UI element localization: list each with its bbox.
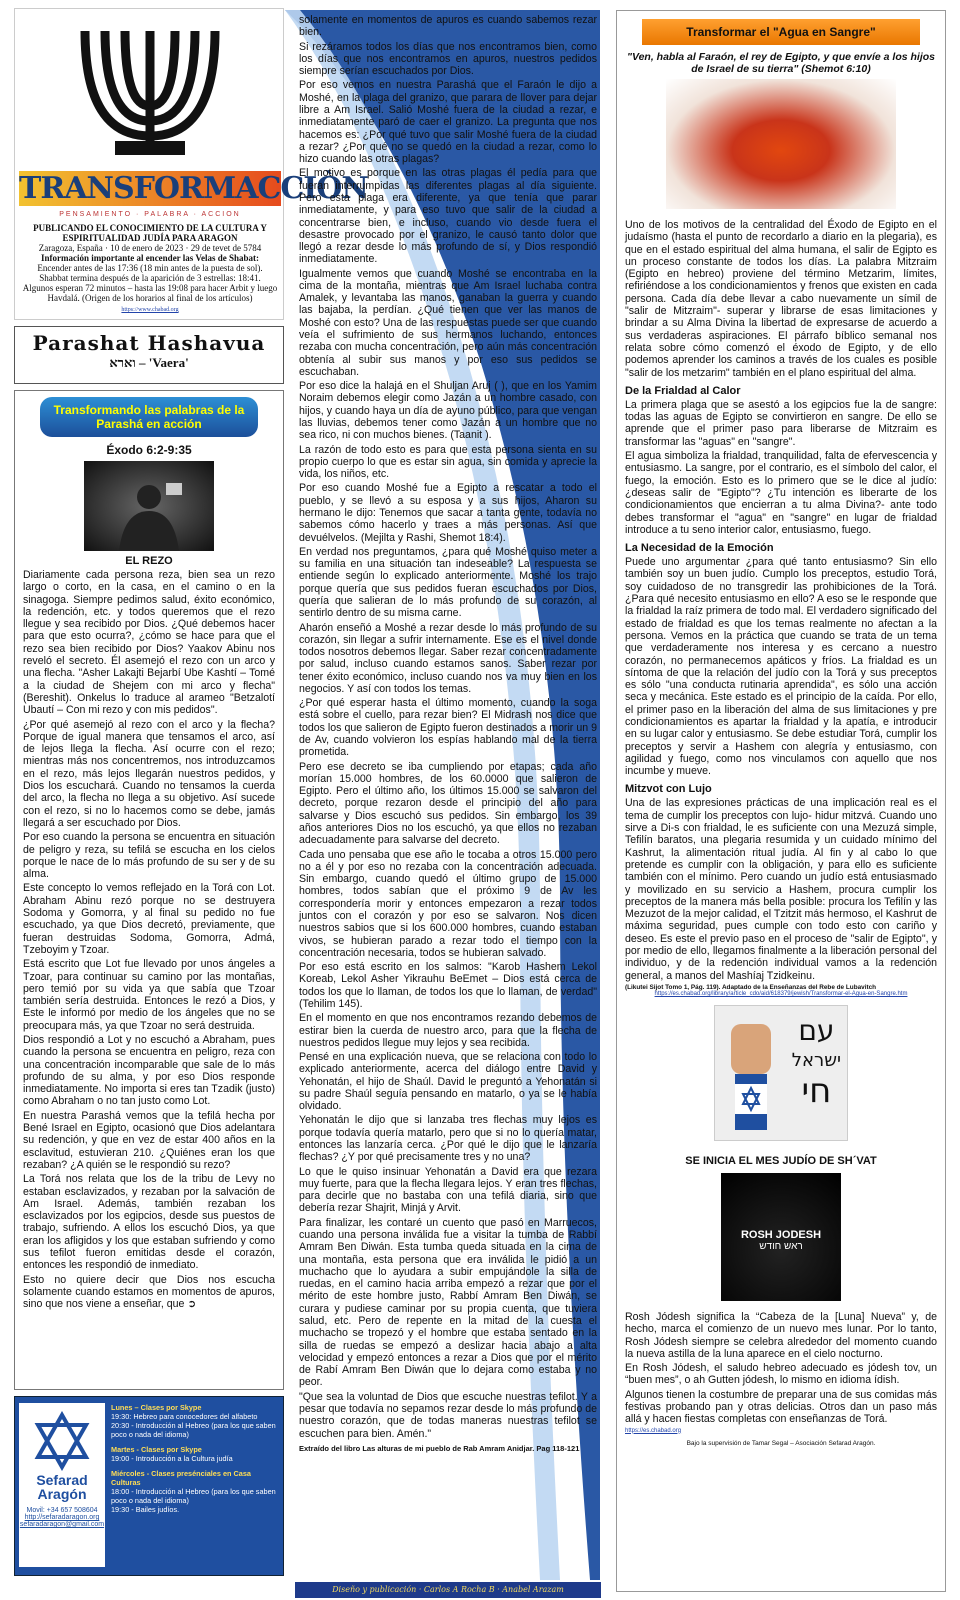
middle-paragraph: solamente en momentos de apuros es cuando sabemos rezar bien. [299,14,597,39]
date-line: Zaragoza, España · 10 de enero de 2023 · 29 de tevet de 5784 [38,243,262,253]
section-heading: Mitzvot con Lujo [625,783,712,796]
middle-paragraph: Lo que le quiso insinuar Yehonatán a David era que rezara muy fuerte, para que la flecha llegara lejos. Y eran tres flechas, para decirle que no bastaba con una tefilá diaria, sino que debería rezar Shajrit, Minjá y Arvit. [299,1165,597,1215]
am-israel-chai-text [791,1013,841,1111]
right-banner: Transformar el "Agua en Sangre" [642,19,920,45]
publishing-line: PUBLICANDO EL CONOCIMIENTO DE LA CULTURA Y ESPIRITUALIDAD JUDÍA PARA ARAGON [33,223,267,243]
left-paragraph: La Torá nos relata que los de la tribu de Levy no estaban esclavizados, y rezaban por la salvación de Am Israel. Además, también rezaban los esclavizados por los egipcios, desde sus puestos de trabajo, sufriendo. A ellos los escuchó Dios, ya que eran los afligidos y los que estaban sufriendo y como sus tefilot fueron emitidas desde el corazón, entonces les respondió de inmediato. [23,1173,275,1272]
hebrew-chai: חי [801,1070,832,1111]
middle-column [295,10,601,1580]
rosh-jodesh-hebrew: ראש חודש [759,1240,803,1252]
sefarad-email[interactable]: sefaradaragon@gmail.com [19,1521,105,1528]
rosh-jodesh-image [721,1173,841,1301]
raised-fist-icon [721,1014,781,1134]
left-paragraph: Este concepto lo vemos reflejado en la Torá con Lot. Abraham Abinu rezó porque no se destruyera Sodoma y Gomorra, y al final su pedido no fue escuchado, ya que Dios decretó, previamente, que fueran destruidas Sodoma, Gomorra, Admá, Tzeboyim y Tzoar. [23,882,275,956]
left-paragraph: Por eso cuando la persona se encuentra en situación de peligro y reza, su tefilá se escucha en los cielos porque le nace de lo más profundo de su ser y de su alma. [23,831,275,881]
left-paragraph: Diariamente cada persona reza, bien sea un rezo largo o corto, en la casa, en el camino o en la sinagoga. Siempre pedimos salud, éxito económico, la redención, etc. y todos queremos que el rezo llegue y sea recibido por Dios. ¿Qué debemos hacer para que esto ocurra?, ¿cómo se hace para que el rezo sea bien recibido por Dios? Yaakov Abinu nos reveló el secreto. Él asemejó el rezo con un arco y una flecha. "Asher Lakajti Bejarbí Ube Kashtí – Tomé a la ciudad de Shejem con mi arco y flecha" (Bereshit). Onkelus lo traduce al arameo "Betzalotí Ubautí – Con mi rezo y con mis pedidos". [23,569,275,717]
middle-paragraph: En el momento en que nos encontramos rezando debemos de estirar bien la cuerda de nuestro arco, para que la flecha de nuestros pedidos llegue muy lejos y sea recibida. [299,1012,597,1049]
middle-paragraph: Por eso está escrito en los salmos: "Karob Hashem Lekol Koreab, Lekol Asher Yikrauhu BeEmet – Dios está cerca de todos los que lo llaman, de todos los que lo llaman, de verdad" (Tehilim 145). [299,961,597,1010]
middle-paragraph: En verdad nos preguntamos, ¿para qué Moshé quiso meter a su familia en una situación tan indeseable? La respuesta se entiende según lo explicado anteriormente. Moshé los trajo porque quería que sus pedidos fueran escuchados por Dios, quería que salieran de lo más profundo de su corazón, al sentirlo dentro de su misma carne. [299,545,597,620]
rosh-paragraph: Rosh Jódesh significa la “Cabeza de la [Luna] Nueva” y, de hecho, marca el comienzo de un nuevo mes lunar. Por lo tanto, Rosh Jódesh siempre se celebra alrededor del momento cuando la nueva astilla de la luna aparece en el cielo nocturno. [625,1310,937,1360]
middle-paragraph: Igualmente vemos que cuando Moshé se encontraba en la cima de la montaña, mientras que Am Israel luchaba contra Amalek, y levantaba las manos, ganaban la guerra y cuando las bajaba, la perdían. ¿Qué tienen que ver las manos de Moshé con esto? Una de las respuestas puede ser que cuando veía el sufrimiento de sus hermanos luchando, entonces rezaba con mucha concentración, pero aún más concentración obtenía al subir sus manos y por eso sus pedidos se escuchaban. [299,267,597,378]
schedule-item: 18:00 - Introducción al Hebreo (para los que saben poco o nada del idioma) [111,1487,276,1505]
schedule-day: Lunes – Clases por Skype [111,1403,202,1412]
tagline: PENSAMIENTO · PALABRA · ACCION [59,211,241,218]
right-paragraph: El agua simboliza la frialdad, tranquilidad, falta de efervescencia y entusiasmo. La sangre, por el contrario, es el símbolo del calor, el fuego, la emoción. Esto es lo primero que se le dice al judío: ¿deseas salir de "Egipto"? ¿Tu intención es liberarte de los condicionamientos que encierran a tu alma Divina?- ante todo debes transformar el "agua" en "sangre" en lugar de frialdad introduce a tu seno interior calor, entusiasmo, fuego. [625,450,937,536]
sefarad-aragon-box [14,1396,284,1576]
left-paragraph: Está escrito que Lot fue llevado por unos ángeles a Tzoar, para continuar su camino por las montañas, pero temió por su vida ya que sabía que Tzoar también sería destruida. Entonces le rezó a Dios, y Este le informó por medio de los ángeles que no se preocupara más, ya que Tzoar no será destruida. [23,958,275,1032]
sefarad-logo [19,1403,105,1567]
middle-paragraph: Cada uno pensaba que ese año le tocaba a otros 15.000 pero no a él y por eso no rezaba con la concentración adecuada. Sin embargo, cuando quedó el último grupo de 15.000 hombres, todos sabían que el próximo 9 de Av les correspondería morir y entonces empezaron a rezar todos juntos con el corazón y por eso se salvaron. Nos dicen nuestros sabios que si los 600.000 hombres, cuando estaban vivos, se hubieran parado a rezar todo el tiempo con la concentración necesaria, todos se hubieran salvado. [299,848,597,959]
left-paragraph: En nuestra Parashá vemos que la tefilá hecha por Bené Israel en Egipto, ocasionó que Dios adelantara su redención, y que en vez de estar 400 años en la esclavitud, estuvieran 210. ¿Quiénes eran los que rezaban? ¿A quién se le respondió su rezo? [23,1109,275,1171]
middle-paragraph: Pensé en una explicación nueva, que se relaciona con todo lo explicado anteriormente, acerca del diálogo entre David y Yehonatán, el hijo de Shaúl. David le preguntó a Yehonatán si su padre Shaúl seguía pensando en matarlo, o ya se le había olvidado. [299,1051,597,1113]
star-of-david-icon [32,1411,92,1471]
rosh-paragraph: En Rosh Jódesh, el saludo hebreo adecuado es jódesh tov, un “buen mes”, o ah Gutten jódesh, lo mismo en idioma ídish. [625,1362,937,1387]
middle-paragraph: Por eso dice la halajá en el Shuljan Aruj ( ), que en los Yamim Noraim debemos elegir como Jazán a un hombre casado, con hijos, y cuando haya un día de ayuno público, para que vengan las lluvias, debemos tener como Jazán a un hombre que no sea rico, ni con muchos bienes. (Taanit ). [299,380,597,442]
rosh-paragraph: Algunos tienen la costumbre de preparar una de sus comidas más festivas probando pan y otras delicias. Otros dan un paso más allá y hacen fiestas completas con enseñanzas de Torá. [625,1388,937,1426]
middle-paragraph: Por eso cuando Moshé fue a Egipto a rescatar a todo el pueblo, y se llevó a su esposa y a sus hijos, Aharon su hermano le dijo: Tenemos que sacar a tanta gente, todavía no sabemos cómo hacerlo y traes a más personas. Así que devuélvelos. (Mejilta y Rashi, Shemot 18:4). [299,482,597,544]
middle-paragraph: Para finalizar, les contaré un cuento que pasó en Marruecos, cuando una persona inválida fue a visitar la tumba de Rabbí Amram Ben Diwán. Esta tumba queda situada en la cima de una montaña, esta persona que era inválida le pidió a un muchacho que lo ayudara a subir empujándole la silla de ruedas, en el camino hacia arriba empezó a rezar que por el mérito de este hombre justo, Rabbí Amram Ben Diwán, se curara y pudiese caminar por su propia cuenta, que tuviera salud, etc. Pero de repente en la mitad de la cuesta el muchacho se tropezó y el hombre que estaba sentado en la silla de ruedas se empezó a deslizar hacia abajo a alta velocidad y empezó entonces a rezar a Dios que por el mérito de Rabí Amram Ben Diwán que lo dejara como estaba y no peor. [299,1216,597,1389]
schedule-day: Martes - Clases por Skype [111,1445,202,1454]
design-footer: Diseño y publicación · Carlos A Rocha B · Anabel Arazam [295,1582,601,1598]
right-paragraph: Una de las expresiones prácticas de una implicación real es el tema de cumplir los preceptos con lujo- hidur mitzvá. Cuando uno sirve a Di-s con frialdad, le es suficiente con una Mezuzá simple, Tefilín baratos, una plegaria resumida y un cuidado mínimo del Kashrut, la alimentación ritual judía. Al fin y al cabo lo que pretende es cumplir con la obligación, y para ello es suficiente también con el mínimo. Pero cuando un judío está entusiasmado y movilizado en su servicio a Hashem, procura cumplir los preceptos de la manera más bella posible: procura los Tefilín y las Mezuzot de la mejor calidad, el Tzitzit más hermoso, el Kashrut de máxima seguridad, pues cumple con todo esto con cariño y deseo. Es este el previo paso en el proceso de "salir de Egipto", y por medio de ello, llegamos finalmente a la liberación personal del individuo, y de la redención individual vamos a la redención general, a manos del Mashíaj Tzidkeinu. [625,797,937,982]
left-paragraph: Esto no quiere decir que Dios nos escucha solamente cuando estamos en momentos de apuros, sino que nos viene a enseñar, que ➲ [23,1273,275,1311]
candles-3: Algunos esperan 72 minutos – hasta las 19:08 para hacer Arbit y luego Havdalá. (Origen de los horarios al final de los artículos) [22,283,278,303]
parasha-title: Parashat Hashavua [32,331,266,355]
section-heading: La Necesidad de la Emoción [625,542,774,555]
middle-paragraph: Por eso vemos en nuestra Parashá que el Faraón le dijo a Moshé, en la plaga del granizo, que parara de llover para dejar libre a Am Israel. Salió Moshé fuera de la ciudad a rezar, e inmediatamente paró de caer el granizo. La pregunta que nos hacemos es: ¿Por qué tuvo que salir Moshé fuera de la ciudad a rezar? ¿Por qué no se quedó en la ciudad a rezar, como lo hizo cuando las otras plagas? [299,79,597,166]
left-paragraph: Dios respondió a Lot y no escuchó a Abraham, pues cuando la persona se encuentra en peligro, reza con una concentración incomparable que sale de lo más profundo de su alma, y por eso Dios responde inmediatamente. No importa si eres tan Tzadik (justo) como Abraham o no tan justo como Lot. [23,1033,275,1108]
parasha-name: וארא – 'Vaera' [109,355,189,370]
sefarad-site[interactable]: http://sefaradaragon.org [24,1514,100,1521]
rezo-article [14,390,284,1390]
schedule-item: 19:30: Hebreo para conocedores del alfabeto [111,1412,258,1421]
left-paragraph: ¿Por qué asemejó al rezo con el arco y la flecha? Porque de igual manera que tensamos el arco, así de lejos llega la flecha. Así ocurre con el rezo; mientras más nos concentremos, nos introduzcamos en el rezo, más lejos llegarán nuestros pedidos, y Dios los escuchará. Cuando no tensamos la cuerda del arco, la flecha no llega a su objetivo. Así sucede con el rezo, si no lo hacemos como se debe, jamás llegará a ser escuchado por Dios. [23,718,275,829]
source-note: Extraído del libro Las alturas de mi pueblo de Rab Amram Anidjar. Pag 118-121 [299,1443,580,1453]
middle-paragraph: "Que sea la voluntad de Dios que escuche nuestras tefilot. Y a pesar que todavía no sepamos rezar desde lo más profundo de nuestro corazón, que de todas maneras nuestras tefilot se escuchen para bien. Amén." [299,1390,597,1440]
credit-link[interactable]: https://es.chabad.org/library/article_cdo/aid/618379/jewish/Transformar-el-Agua-en-Sangre.htm [654,990,908,997]
middle-paragraph: ¿Por qué esperar hasta el último momento, cuando la soga está sobre el cuello, para rezar bien? El Midrash nos dice que todos los que salieron de Egipto fueron destinados a morir un 9 de Av, cuando volvieron los espías hablando mal de la tierra prometida. [299,697,597,759]
schedule-item: 19:30 - Bailes judíos. [111,1505,180,1514]
candles-1: Encender antes de las 17:36 (18 min antes de la puesta de sol). [37,263,263,273]
am-israel-chai-image [714,1005,848,1141]
candles-2: Shabbat termina después de la aparición de 3 estrellas: 18:41. [39,273,261,283]
middle-paragraph: Si rezáramos todos los días que nos encontramos bien, como los días que nos encontramos en apuros, nuestros pedidos siempre serían escuchados por Dios. [299,40,597,78]
middle-paragraph: Yehonatán le dijo que si lanzaba tres flechas muy lejos es porque todavía quería matarlo, pero que si no lo quería matar, entonces las lanzaría cerca. ¿Por qué le dijo que le lanzaría flechas? ¿Y por qué precisamente tres y no una? [299,1114,597,1164]
rezo-heading: EL REZO [125,555,173,567]
newsletter-title: TRANSFORMACCIÒN [19,171,368,206]
right-intro: Uno de los motivos de la centralidad del Éxodo de Egipto en el judaísmo (hasta el punto de recordarlo a diario en la plegaria), es que en el estado espiritual del alma humana, el salir de Egipto es un proceso constante de todos los días. La palabra Mitzraim (Egipto en hebreo) proviene del término Metzarim, límites, refiriéndose a los condicionamientos y frenos que existen en cada persona. Cada día debe llevar a cabo nuevamente un símil de "salir de Mitzraim"- superar y librarse de esas limitaciones y brindar a su Alma Divina la libertad de expresarse de acuerdo a sus verdaderas aspiraciones. El párrafo bíblico semanal nos relata sobre cómo comenzó el éxodo de Egipto, y de ello podemos aprender los caminos a través de los cuales es posible "salir de los metzarim" también en el plano espiritual del alma. [625,219,937,379]
section-heading: De la Frialdad al Calor [625,384,741,397]
rosh-link[interactable]: https://es.chabad.org [625,1427,682,1434]
middle-paragraph: Pero ese decreto se iba cumpliendo por etapas; cada año morían 15.000 hombres, de los 60.0000 que salieron de Egipto. Pero el último año, los últimos 15.000 se salvaron del decreto, porque rezaron desde el principio del año para salvarse y Dios escuchó sus pedidos. Sin embargo, los 39 años anteriores Dios no los escuchó, ya que ellos no rezaban adecuadamente para salvarse del decreto. [299,760,597,847]
shemot-quote: "Ven, habla al Faraón, el rey de Egipto, y que envíe a los hijos de Israel de su tierra" (Shemot 6:10) [626,51,935,75]
rosh-jodesh-label: ROSH JODESH [740,1228,822,1241]
sefarad-phone: Movil: +34 657 508604 [26,1507,98,1514]
schedule-item: 19:00 - Introducción a la Cultura judía [111,1454,233,1463]
right-paragraph: La primera plaga que se asestó a los egipcios fue la de sangre: todas las aguas de Egipto se convirtieron en sangre. De ello se aprende que el primer paso para liberarse de Mitzraim es transformar las "aguas" en "sangre". [625,398,937,448]
reference: Éxodo 6:2-9:35 [106,443,192,457]
right-paragraph: Puede uno argumentar ¿para qué tanto entusiasmo? Sin ello también soy un buen judío. Cumplo los preceptos, estudio Torá, soy cuidadoso de no transgredir las prohibiciones de la Torá. ¿Para qué necesito entusiasmo en ello? A eso se le responde que la frialdad la raíz primera de todo mal. El verdadero significado del estado de frialdad es que los temas realmente no afectan a la persona. Vemos en la práctica que cuando se trata de un tema que verdaderamente nos interesa y es cercano a nuestro corazón, no permanecemos apáticos y fríos. La frialdad es un síntoma de que la relación del judío con la Torá y sus preceptos es sólo "una conducta rutinaria aprendida", es sólo una acción seca y mecánica. Este estado es el principio de la caída. Por ello, el primer paso en la liberación del alma de sus limitaciones y pre condicionamientos es apartar la frialdad y la apatía, e introducir en su lugar calor y entusiasmo. Se debe estudiar Torá, cumplir los preceptos y servir a Hashem con alegría y entusiasmo, con agilidad y fuego, como nos vinculamos con aquello que nos incumbe y mueve. [625,556,937,778]
right-column [616,10,946,1592]
blood-in-water-image [666,79,896,209]
masthead [14,8,368,320]
parasha-banner: Transformando las palabras de la Parashá en acción [40,397,258,437]
middle-paragraph: El motivo es porque en las otras plagas él pedía para que fueran interrumpidas las diferentes plagas al día siguiente. Pero esta plaga era diferente, ya que tenía que parar inmediatamente, y para eso tuvo que salir de la ciudad a concentrarse bien, e incluso, cuando vio desde fuera el desastre provocado por el granizo, le causó tanto dolor que llegó a rezar desde lo más profundo de sí, y Dios respondió inmediatamente. [299,167,597,266]
class-schedule [111,1403,279,1514]
candles-title: Información importante al encender las Velas de Shabat: [40,253,260,263]
schedule-day: Miércoles - Clases presénciales en Casa Culturas [111,1469,251,1487]
supervision-note: Bajo la supervisión de Tamar Segal – Asociación Sefarad Aragón. [686,1439,876,1447]
schedule-item: 20:30 - Introducción al Hebreo (para los que saben poco o nada del idioma) [111,1421,276,1439]
left-column [14,8,368,1596]
middle-paragraph: La razón de todo esto es para que esta persona sienta en su propio cuerpo lo que es estar sin agua, sin comida y aprecie la vida, los niños, etc. [299,443,597,481]
credit-line: (Likutei Sijot Tomo 1, Pág. 119). Adaptado de la Enseñanzas del Rebe de Lubavitch [625,983,877,991]
month-heading: SE INICIA EL MES JUDÍO DE SH´VAT [685,1154,877,1167]
menorah-icon [70,11,230,171]
praying-man-image [84,461,214,551]
publishing-info [19,223,281,315]
middle-paragraph: Aharón enseñó a Moshé a rezar desde lo más profundo de su corazón, sin llegar a sufrir internamente. Ese es el nivel donde todos nosotros debemos llegar. Saber rezar concentradamente por salud, incluso cuando estamos sanos. Saber rezar por tener éxito económico, incluso cuando nos va muy bien en los negocios. Y así con todos los temas. [299,621,597,695]
parasha-box [14,326,284,384]
sefarad-logo-name: Sefarad Aragón [36,1472,88,1502]
praying-man-icon [84,461,214,551]
hours-link[interactable]: https://www.chabad.org [121,307,179,313]
hebrew-am: עם [798,1013,835,1047]
hebrew-israel: ישראל [791,1049,841,1071]
